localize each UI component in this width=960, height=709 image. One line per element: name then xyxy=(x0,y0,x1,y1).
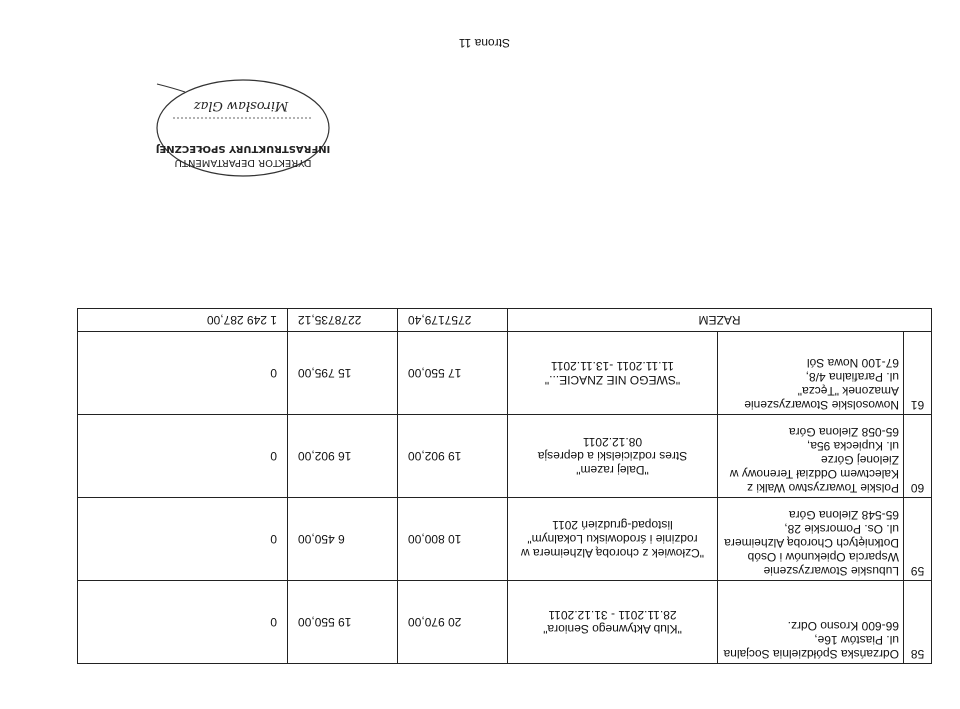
organization-line: Wsparcia Opiekunów i Osób xyxy=(747,550,899,564)
organization-cell xyxy=(718,498,904,581)
organization-line: ul. Piastów 16e, xyxy=(814,633,899,647)
task-cell xyxy=(508,581,718,664)
row-number: 59 xyxy=(904,498,932,581)
amount-granted: 19 550,00 xyxy=(288,581,398,664)
task-cell xyxy=(508,332,718,415)
task-cell xyxy=(508,415,718,498)
page-number: Strona 11 xyxy=(458,36,510,50)
organization-line: 67-100 Nowa Sól xyxy=(806,356,899,370)
task-line: "Klub Aktywnego Seniora" xyxy=(543,622,682,636)
table-row xyxy=(78,498,932,581)
stamp-line-1: DYREKTOR DEPARTAMENTU xyxy=(174,157,312,168)
organization-line: Dotkniętych Chorobą Alzheimera xyxy=(724,536,899,550)
organization-line: Polskie Towarzystwo Walki z xyxy=(746,481,899,495)
row-number: 58 xyxy=(904,581,932,664)
amount-requested: 20 970,00 xyxy=(398,581,508,664)
task-line: 28.11.2011 - 31.12.2011 xyxy=(548,608,677,622)
organization-line: Odrzańska Spółdzielnia Socjalna xyxy=(723,647,899,661)
amount-requested: 19 902,00 xyxy=(398,415,508,498)
task-line: "SWEGO NIE ZNACIE..." xyxy=(544,373,681,387)
amount-granted: 6 450,00 xyxy=(288,498,398,581)
table-row xyxy=(78,415,932,498)
amount-granted: 15 795,00 xyxy=(288,332,398,415)
organization-line: 65-058 Zielona Góra xyxy=(788,425,899,439)
amount-other: 0 xyxy=(78,415,288,498)
organization-line: Zielonej Górze xyxy=(820,453,899,467)
table-row xyxy=(78,332,932,415)
organization-line: ul. Parafialna 4/8, xyxy=(805,370,899,384)
grant-table xyxy=(77,308,932,664)
amount-other: 0 xyxy=(78,498,288,581)
total-other: 1 249 287,00 xyxy=(78,309,288,332)
amount-other: 0 xyxy=(78,581,288,664)
task-line: 08.12.2011 xyxy=(582,435,643,449)
task-line: listopad-grudzień 2011 xyxy=(552,518,673,532)
organization-line: ul. Os. Pomorskie 28, xyxy=(784,522,899,536)
task-line: 11.11.2011 -13.11.2011 xyxy=(551,359,674,373)
organization-line: Amazonek "Tęcza" xyxy=(797,384,899,398)
official-stamp xyxy=(153,74,333,184)
organization-line: 65-548 Zielona Góra xyxy=(788,508,899,522)
stamp-signature: Mirosław Glaz xyxy=(193,98,289,113)
amount-requested: 10 800,00 xyxy=(398,498,508,581)
table-row xyxy=(78,581,932,664)
task-line: rodzinie i środowisku Lokalnym" xyxy=(527,532,698,546)
amount-requested: 17 550,00 xyxy=(398,332,508,415)
organization-cell xyxy=(718,415,904,498)
total-requested: 2757179,40 xyxy=(398,309,508,332)
total-granted: 2278735,12 xyxy=(288,309,398,332)
organization-line: Lubuskie Stowarzyszenie xyxy=(763,564,899,578)
task-line: "Człowiek z chorobą Alzheimera w xyxy=(521,546,704,560)
total-label: RAZEM xyxy=(508,309,932,332)
organization-cell xyxy=(718,581,904,664)
task-line: "Dalej razem" xyxy=(576,463,649,477)
row-number: 60 xyxy=(904,415,932,498)
organization-cell xyxy=(718,332,904,415)
stamp-line-2: INFRASTRUKTURY SPOŁECZNEJ xyxy=(155,143,331,154)
task-cell xyxy=(508,498,718,581)
organization-line: 66-600 Krosno Odrz. xyxy=(787,619,899,633)
signature-stroke xyxy=(157,84,185,92)
organization-line: ul. Kupiecka 95a, xyxy=(806,439,899,453)
table-body xyxy=(78,309,932,664)
total-row xyxy=(78,309,932,332)
organization-line: Nowosolskie Stowarzyszenie xyxy=(744,398,899,412)
task-line: Stres rodzicielski a depresja xyxy=(537,449,688,463)
amount-other: 0 xyxy=(78,332,288,415)
organization-line: Kalectwem Oddział Terenowy w xyxy=(729,467,899,481)
row-number: 61 xyxy=(904,332,932,415)
amount-granted: 16 902,00 xyxy=(288,415,398,498)
